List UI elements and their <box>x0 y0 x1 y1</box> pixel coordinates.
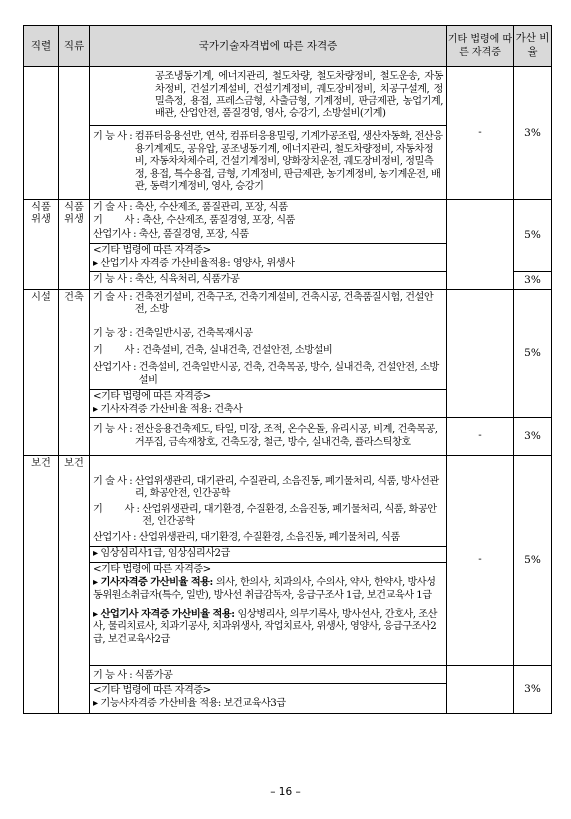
other-law-item: ▸ 기사자격증 가산비율 적용: 의사, 한의사, 치과의사, 수의사, 약사, 한약사, 방사성동위원소취급자(특수, 일반), 방사선 취급감독자, 응급구조사 1급, 보건교육사 1급 <box>93 576 436 601</box>
cert-list: 산업위생관리, 대기환경, 수질환경, 소음진동, 폐기물처리, 식품, 화공안전, 인간공학 <box>142 503 437 528</box>
other-cert-cell: - <box>447 67 514 200</box>
class-cell: 식품 위생 <box>59 200 90 290</box>
psych-item: ▸ 임상심리사1급, 임상심리사2급 <box>90 546 446 561</box>
table-row <box>24 666 552 714</box>
table-row <box>24 418 552 456</box>
table-row <box>24 67 552 126</box>
class-cell: 보건 <box>59 456 90 714</box>
qualification-table <box>23 25 552 714</box>
cert-list: 산업위생관리, 대기관리, 수질관리, 소음진동, 폐기물처리, 식품, 방사선관리, 화공안전, 인간공학 <box>134 476 439 500</box>
class-cell: 건축 <box>59 289 90 456</box>
rate-cell: 3% <box>514 666 552 714</box>
series-cell: 보건 <box>24 456 59 714</box>
cert-list: 컴퓨터응용선반, 연삭, 컴퓨터응용밀링, 기계가공조립, 생산자동화, 전산응용기계제도, 공유압, 공조냉동기계, 에너지관리, 철도차량정비, 자동차정비, 자동차차체수리, 건설기계정비, 양화장치운전, 궤도장비정비, 정밀측정, 용접, 특수용접, 금형, 기계정비, 판금제관, 농기계정비, 농기계운전, 배관, 동력기계정비, 영사, 승강기 <box>134 131 443 193</box>
page-number: – 16 – <box>270 786 301 798</box>
grade-label: 기 능 사 : <box>93 424 135 436</box>
cert-list: 건축설비, 건축일반시공, 건축, 건축목공, 방수, 실내건축, 건설안전, 소방설비 <box>138 362 439 386</box>
other-law-title: <기타 법령에 따른 자격증> <box>93 685 211 697</box>
cert-list: 식품가공 <box>134 669 173 681</box>
other-law-item: ▸ 산업기사 자격증 가산비율 적용: 임상병리사, 의무기록사, 방사선사, 간호사, 조산사, 물리치료사, 치과기공사, 치과위생사, 작업치료사, 위생사, 영양사, 응급구조사2급, 보건교육사2급 <box>93 607 437 645</box>
other-law-item: ▸ 기능사자격증 가산비율 적용: 보건교육사3급 <box>93 697 286 709</box>
series-cell <box>24 67 59 200</box>
cert-list: 산업위생관리, 대기환경, 수질환경, 소음진동, 폐기물처리, 식품 <box>138 531 400 543</box>
grade-label: 기 능 장 : <box>93 327 135 339</box>
grade-label: 기 능 사 : <box>93 131 135 143</box>
header-other-cert: 기타 법령에 따른 자격증 <box>447 26 514 67</box>
cert-list: 건축일반시공, 건축목재시공 <box>134 327 253 339</box>
grade-label: 기 술 사 : <box>93 476 135 487</box>
grade-label: 산업기사 : <box>93 228 139 240</box>
header-row <box>24 26 552 67</box>
grade-label: 산업기사 : <box>93 531 139 543</box>
cert-list: 축산, 수산제조, 품질경영, 포장, 식품 <box>142 215 295 227</box>
grade-label: 기 사 : <box>93 215 143 227</box>
other-cert-cell: - <box>447 456 514 666</box>
grade-label: 기 사 : <box>93 344 143 356</box>
series-cell: 시설 <box>24 289 59 456</box>
grade-label: 기 술 사 : <box>93 291 135 303</box>
grade-label: 산업기사 : <box>93 362 139 374</box>
cert-list: 축산, 품질경영, 포장, 식품 <box>138 228 249 240</box>
grade-label: 기 능 사 : <box>93 274 135 286</box>
other-law-title: <기타 법령에 따른 자격증> <box>93 563 211 575</box>
cert-list: 축산, 수산제조, 품질관리, 포장, 식품 <box>134 202 288 213</box>
rate-cell: 3% <box>514 418 552 456</box>
cert-list: 축산, 식육처리, 식품가공 <box>134 274 240 286</box>
other-law-item: ▸ 산업기사 자격증 가산비율적용: 영양사, 위생사 <box>93 257 295 269</box>
header-rate: 가산 비율 <box>514 26 552 67</box>
other-law-title: <기타 법령에 따른 자격증> <box>93 245 211 257</box>
header-series: 직렬 <box>24 26 59 67</box>
rate-cell: 5% <box>514 456 552 666</box>
rate-cell: 5% <box>514 289 552 418</box>
rate-cell: 3% <box>514 67 552 200</box>
grade-label: 기 사 : <box>93 503 143 515</box>
header-class: 직류 <box>59 26 90 67</box>
cert-list: 건축전기설비, 건축구조, 건축기계설비, 건축시공, 건축품질시험, 건설안전, 소방 <box>134 291 434 316</box>
rate-cell: 5% <box>514 200 552 272</box>
grade-label: 기 능 사 : <box>93 669 135 681</box>
other-law-title: <기타 법령에 따른 자격증> <box>93 391 211 403</box>
table-row <box>24 456 552 666</box>
cert-list: 건축설비, 건축, 실내건축, 건설안전, 소방설비 <box>142 344 333 356</box>
class-cell <box>59 67 90 200</box>
grade-label: 기 술 사 : <box>93 202 135 213</box>
series-cell: 식품 위생 <box>24 200 59 290</box>
rate-cell: 3% <box>514 272 552 289</box>
other-law-item: ▸ 기사자격증 가산비율 적용: 건축사 <box>93 403 243 415</box>
table-row <box>24 289 552 418</box>
cert-list: 전산응용건축제도, 타일, 미장, 조적, 온수온돌, 유리시공, 비계, 건축목공, 거푸집, 금속재창호, 건축도장, 철근, 방수, 실내건축, 플라스틱창호 <box>134 424 438 448</box>
other-cert-cell: - <box>447 418 514 456</box>
continued-cert-list: 공조냉동기계, 에너지관리, 철도차량, 철도차량정비, 철도운송, 자동차정비, 건설기계설비, 건설기계정비, 궤도장비정비, 치공구설계, 정밀측정, 용접, 프레스금형, 사출금형, 기계정비, 판금제관, 농업기계, 배관, 산업안전, 품질경영, 영사, 승강기, 소방설비(기계) <box>155 71 443 120</box>
table-row <box>24 200 552 272</box>
header-national-cert: 국가기술자격법에 따른 자격증 <box>90 26 447 67</box>
